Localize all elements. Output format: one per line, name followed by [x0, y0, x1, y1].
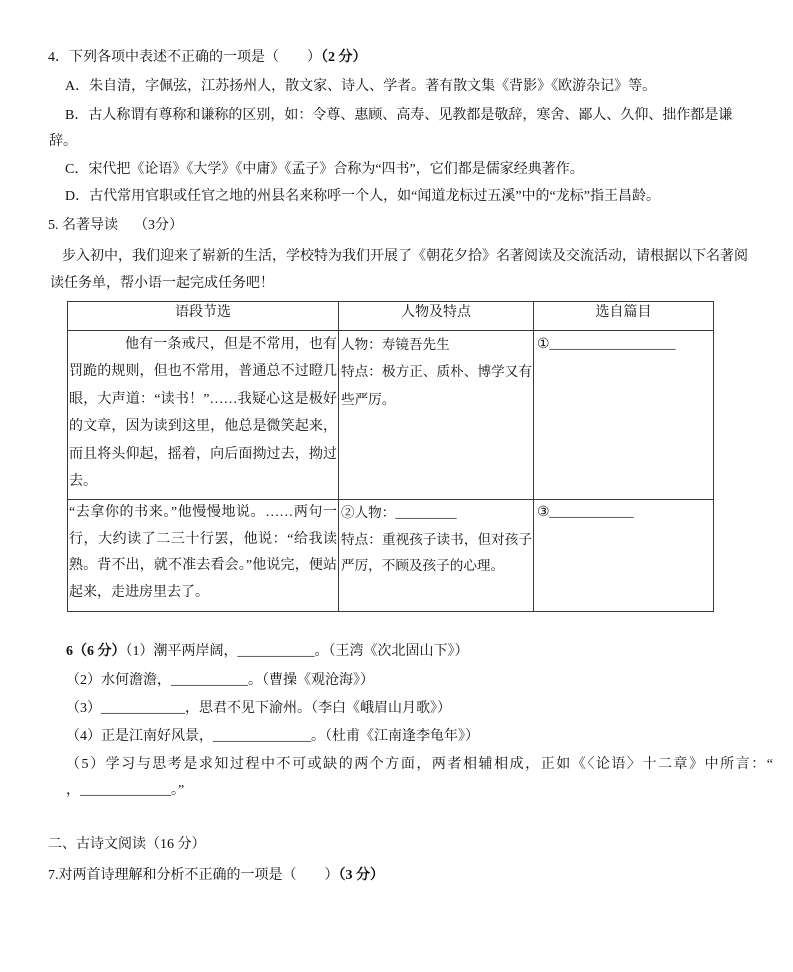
question-6-item-2: （2）水何澹澹，___________。（曹操《观沧海》） [66, 673, 374, 688]
table-row [68, 500, 714, 612]
character-trait-line: 特点：重视孩子读书，但对孩子 [341, 531, 532, 547]
question-7-line [48, 867, 384, 885]
question-6-item-5-line-2: ，_____________。” [66, 783, 185, 798]
character-trait-line: 些严厉。 [341, 391, 396, 407]
table-header-excerpt: 语段节选 [68, 302, 339, 331]
section-2-heading: 二、古诗文阅读（16 分） [48, 837, 206, 852]
question-6-item-5-line-1: （5）学习与思考是求知过程中不可或缺的两个方面，两者相辅相成，正如《〈论语〉十二章》中所言：“ [66, 757, 773, 772]
question-5-title: 5. 名著导读 [48, 218, 118, 233]
option-a: A．朱自清，字佩弦，江苏扬州人，散文家、诗人、学者。著有散文集《背影》《欧游杂记》等。 [65, 79, 657, 94]
table-header-character: 人物及特点 [339, 302, 534, 331]
character-trait-line: 严厉，不顾及孩子的心理。 [341, 558, 505, 574]
excerpt-line: 而且将头仰起，摇着，向后面拗过去，拗过 [69, 446, 337, 462]
source-blank-3: ③____________ [537, 505, 634, 520]
table-row [68, 331, 714, 500]
reading-task-table [67, 301, 714, 612]
question-7-score: （3 分） [338, 868, 384, 883]
source-cell [534, 331, 714, 500]
excerpt-line: 起来，走进房里去了。 [69, 585, 209, 601]
question-5-score: （3分） [134, 218, 183, 233]
character-name-blank: ②人物：_________ [341, 505, 457, 520]
question-6-line-1 [66, 643, 469, 661]
excerpt-line: 罚跪的规则，但也不常用，普通总不过瞪几 [69, 364, 337, 380]
question-6-item-1: （1）潮平两岸阔，___________。（王湾《次北固山下》） [125, 644, 469, 659]
excerpt-line: 行，大约读了二三十行罢，他说：“给我读 [69, 531, 337, 547]
character-name: 人物：寿镜吾先生 [341, 337, 450, 352]
character-cell [339, 500, 534, 612]
excerpt-cell [68, 331, 339, 500]
question-7-stem: 7.对两首诗理解和分析不正确的一项是（ ） [48, 868, 339, 883]
question-4-line [48, 49, 367, 67]
excerpt-line: 他有一条戒尺，但是不常用，也有 [125, 337, 337, 352]
excerpt-cell [68, 500, 339, 612]
question-6-item-3: （3）____________，思君不见下渝州。（李白《峨眉山月歌》） [66, 701, 451, 716]
table-header-source: 选自篇目 [534, 302, 714, 331]
question-6-number: 6（6 分） [66, 644, 126, 659]
excerpt-line: 眼，大声道：“读书！”……我疑心这是极好 [69, 391, 337, 407]
question-5-intro-line-2: 读任务单，帮小语一起完成任务吧！ [50, 276, 274, 291]
excerpt-line: 的文章，因为读到这里，他总是微笑起来， [69, 419, 337, 435]
question-5-intro-line-1: 步入初中，我们迎来了崭新的生活，学校特为我们开展了《朝花夕拾》名著阅读及交流活动，请根据以下名著阅 [62, 249, 748, 264]
excerpt-line: 去。 [69, 474, 97, 490]
question-6-item-4: （4）正是江南好风景，______________。（杜甫《江南逢李龟年》） [66, 729, 479, 744]
character-cell [339, 331, 534, 500]
option-c: C．宋代把《论语》《大学》《中庸》《孟子》合称为“四书”，它们都是儒家经典著作。 [65, 162, 584, 177]
character-trait-line: 特点：极方正、质朴、博学又有 [341, 364, 532, 380]
table-header-row [68, 302, 714, 331]
question-4-stem: 4．下列各项中表述不正确的一项是（ ） [48, 50, 321, 65]
option-b-line-1: B．古人称谓有尊称和谦称的区别，如：令尊、惠顾、高寿、见教都是敬辞，寒舍、鄙人、久仰、拙作都是谦 [65, 108, 733, 123]
question-5-line [48, 217, 183, 235]
question-4-score: （2 分） [321, 50, 367, 65]
source-cell [534, 500, 714, 612]
option-d: D．古代常用官职或任官之地的州县名来称呼一个人，如“闻道龙标过五溪”中的“龙标”指王昌龄。 [65, 189, 660, 204]
excerpt-line: “去拿你的书来。”他慢慢地说。……两句一 [69, 505, 337, 520]
excerpt-line: 熟。背不出，就不准去看会。”他说完，便站 [69, 558, 337, 574]
source-blank-1: ①__________________ [537, 337, 676, 352]
option-b-line-2: 辞。 [49, 134, 77, 149]
